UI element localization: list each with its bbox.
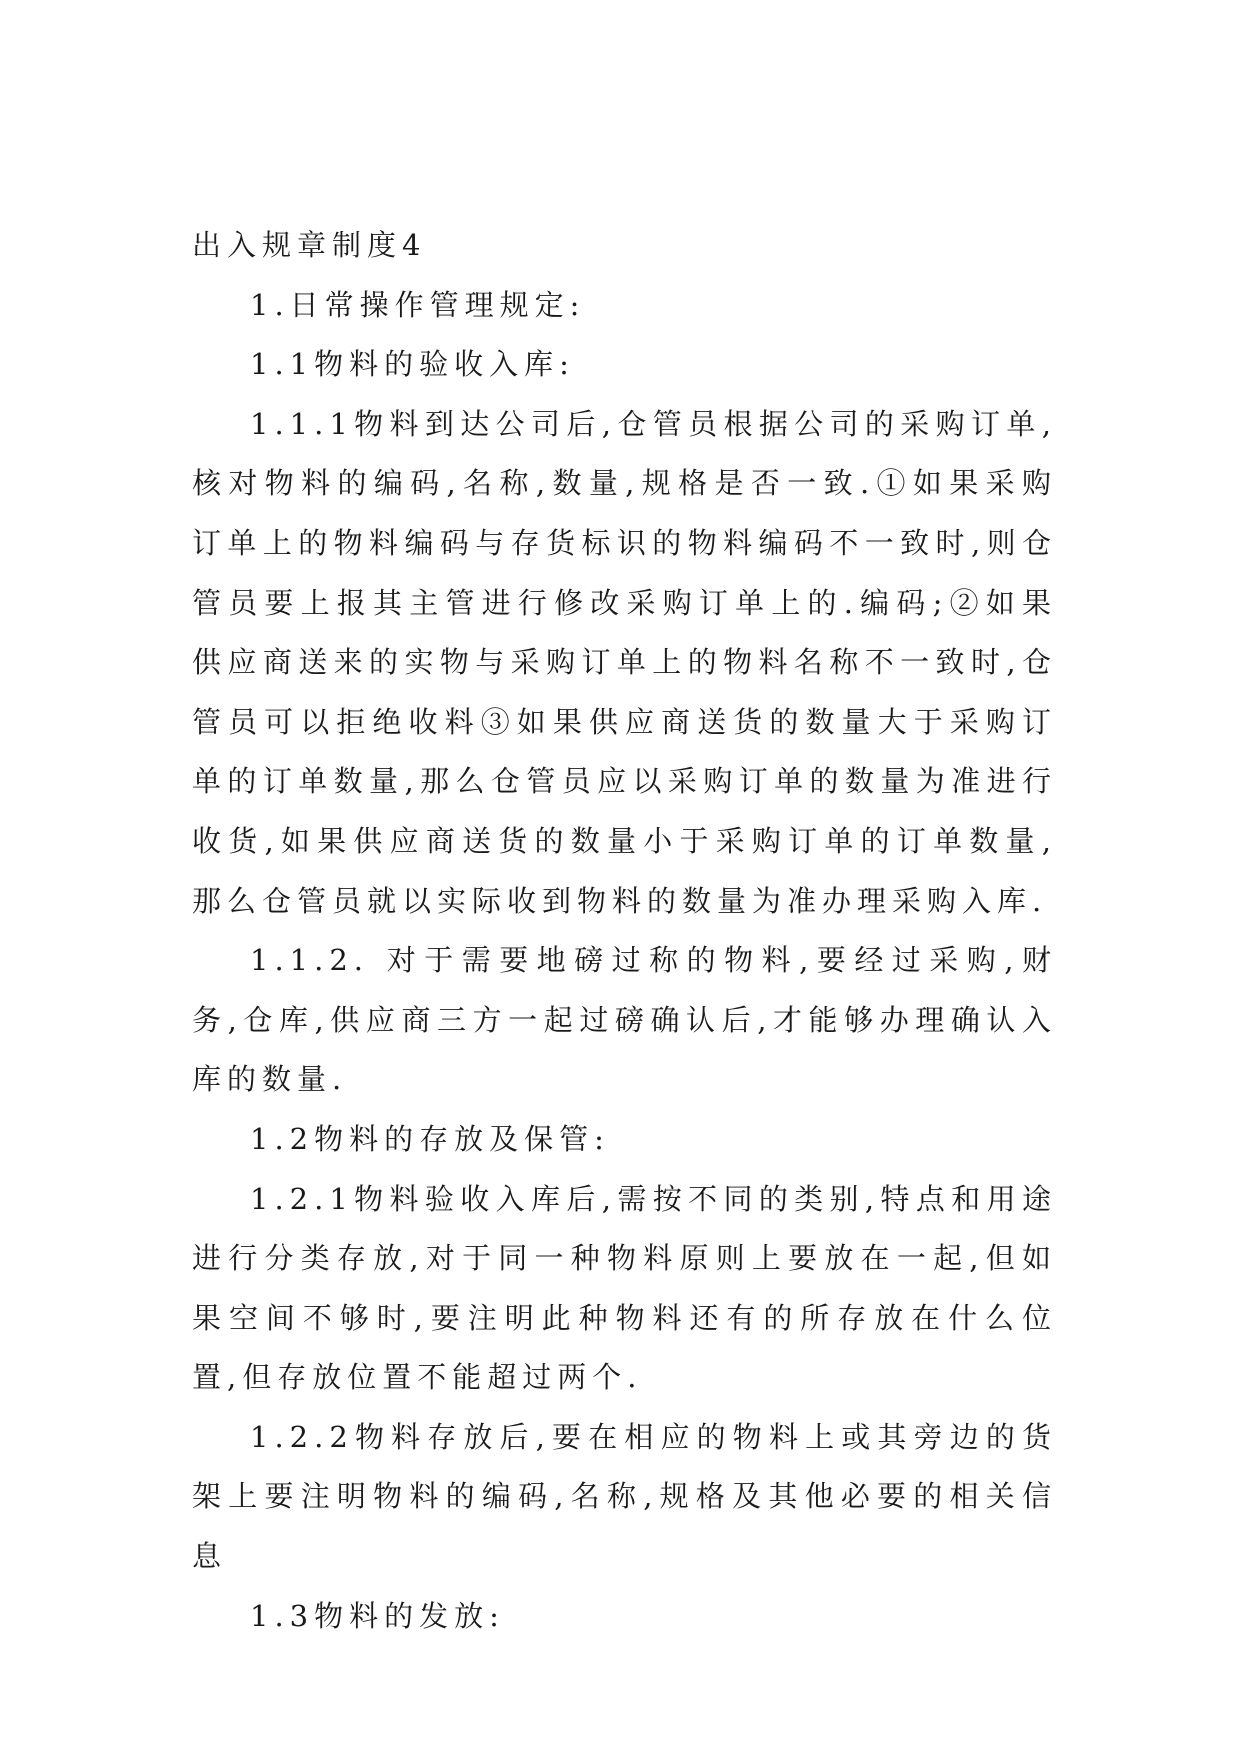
heading-material-storage: 1.2物料的存放及保管: (250, 1121, 610, 1156)
heading-material-receiving: 1.1物料的验收入库: (250, 347, 575, 382)
paragraph-1-1-1: 1.1.1物料到达公司后,仓管员根据公司的采购订单,核对物料的编码,名称,数量,规格是否一致.①如果采购订单上的物料编码与存货标识的物料编码不一致时,则仓管员要上报其主管进行修改采购订单上的.编码;②如果供应商送来的实物与采购订单上的物料名称不一致时,仓管员可以拒绝收料③如果供应商送货的数量大于采购订单的订单数量,那么仓管员应以采购订单的数量为准进行收货,如果供应商送货的数量小于采购订单的订单数量,那么仓管员就以实际收到物料的数量为准办理采购入库. (192, 406, 1057, 918)
document-title: 出入规章制度4 (192, 228, 427, 262)
paragraph-1-2-2: 1.2.2物料存放后,要在相应的物料上或其旁边的货架上要注明物料的编码,名称,规格及其他必要的相关信息 (192, 1419, 1057, 1574)
heading-material-issuing: 1.3物料的发放: (250, 1598, 505, 1633)
paragraph-1-1-2: 1.1.2. 对于需要地磅过称的物料,要经过采购,财务,仓库,供应商三方一起过磅确认后,才能够办理确认入库的数量. (192, 943, 1057, 1097)
heading-daily-operation: 1.日常操作管理规定: (250, 287, 586, 322)
document-body (192, 216, 1057, 1646)
paragraph-1-2-1: 1.2.1物料验收入库后,需按不同的类别,特点和用途进行分类存放,对于同一种物料原则上要放在一起,但如果空间不够时,要注明此种物料还有的所存放在什么位置,但存放位置不能超过两个. (192, 1181, 1057, 1395)
